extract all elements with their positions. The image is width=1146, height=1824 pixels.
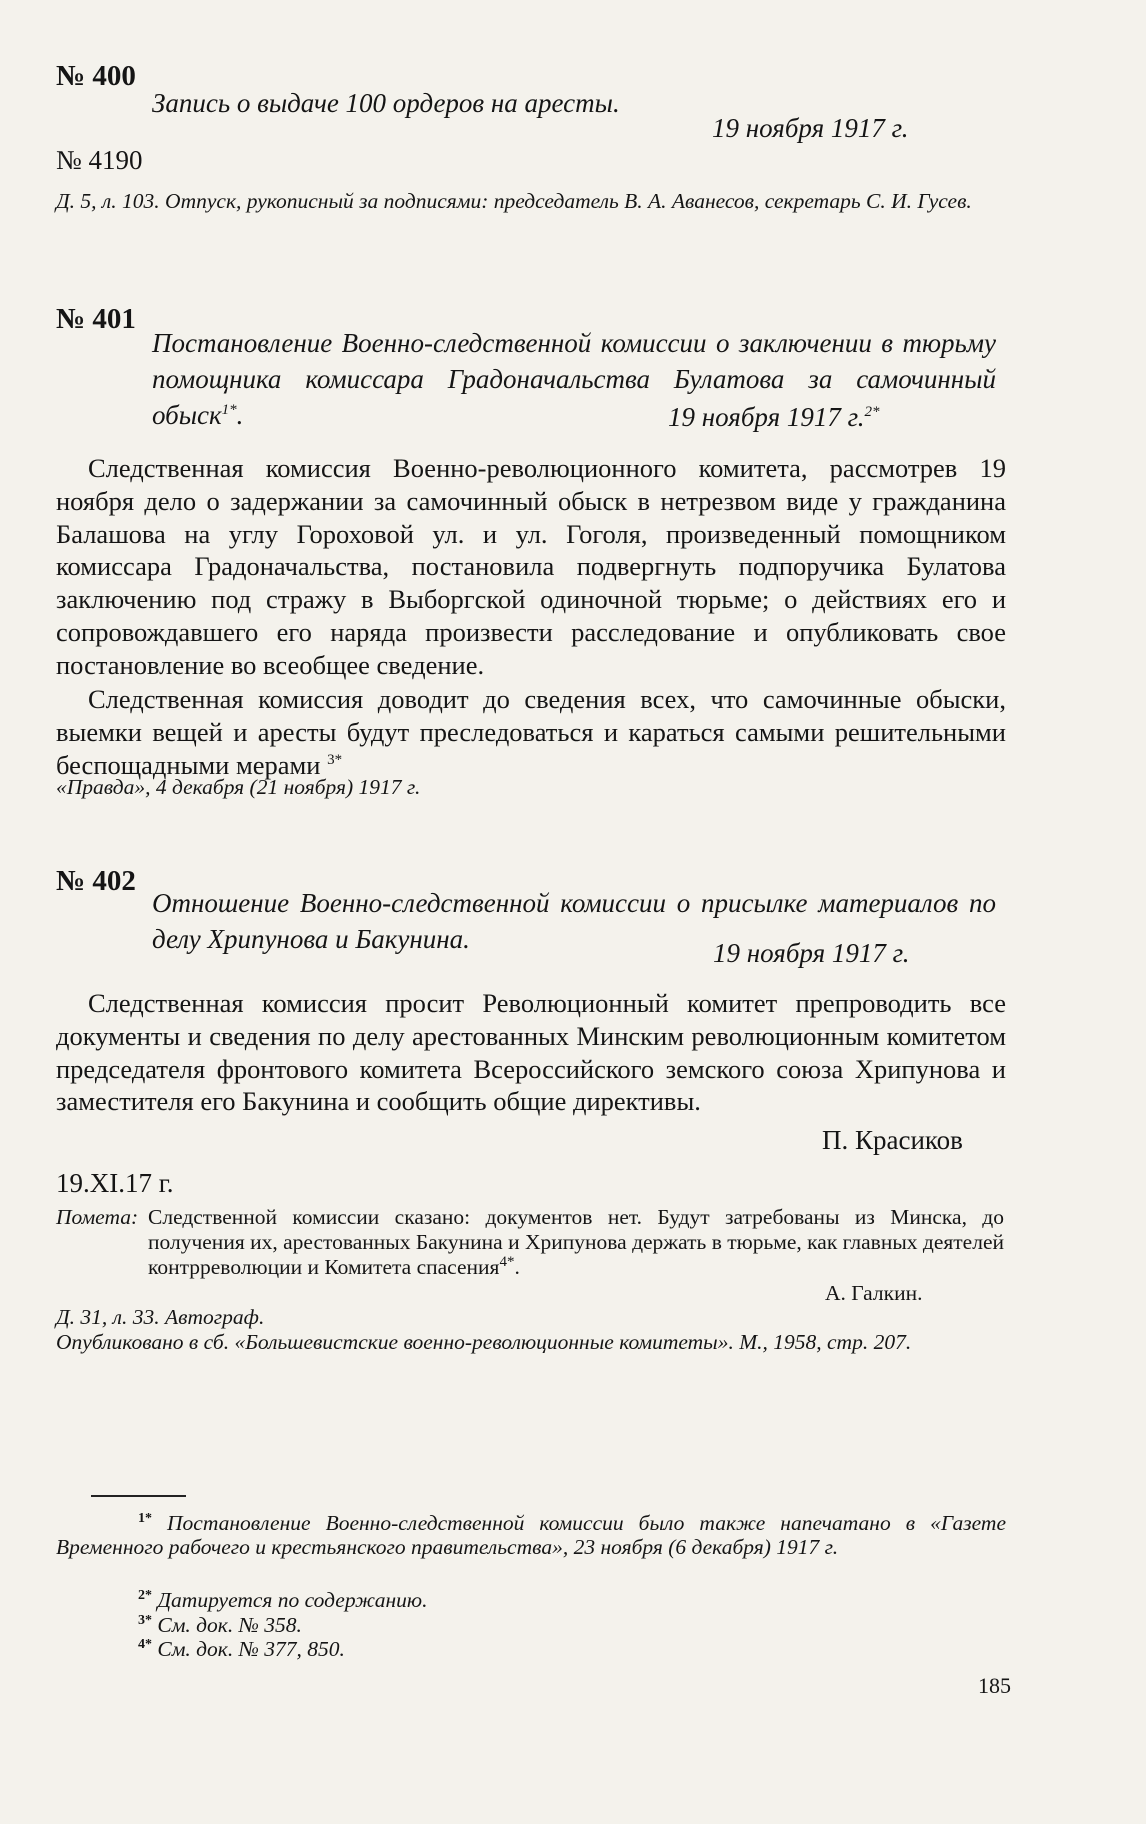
footnote-2: $^{2*}$ Датируется по содержанию.: [138, 1587, 428, 1612]
doc-title-402: Отношение Военно-следственной комиссии о присылке материалов по делу Хрипунова и Бакунина.: [152, 888, 996, 954]
footnote-mark: 1*: [138, 1510, 152, 1526]
doc-number-401: № 401: [56, 303, 136, 335]
doc-source-401: «Правда», 4 декабря (21 ноября) 1917 г.: [56, 775, 421, 799]
footnote-ref-4: 4*: [499, 1253, 515, 1270]
doc-signature-402: П. Красиков: [822, 1125, 963, 1155]
footnote-mark: 2*: [138, 1587, 152, 1603]
page-number: 185: [978, 1673, 1011, 1698]
doc-paragraph-401-1: Следственная комиссия Военно-революционного комитета, рассмотрев 19 ноября дело о задержании за самочинный обыск в нетрезвом виде у гражданина Балашова на углу Гороховой ул. и ул. Гоголя, произведенный помощником комиссара Градоначальства, постановила подвергнуть подпоручика Булатова заключению под стражу в Выборгской одиночной тюрьме; о действиях его и сопровождавшего его наряда произвести расследование и опубликовать свое постановление во всеобщее сведение.: [56, 453, 1006, 680]
doc-source-402-line1: Д. 31, л. 33. Автограф.: [56, 1305, 265, 1329]
doc-paragraph-402-1: Следственная комиссия просит Революционный комитет препроводить все документы и сведения по делу арестованных Минским революционным комитетом председателя фронтового комитета Всероссийского земского союза Хрипунова и заместителя его Бакунина и сообщить общие директивы.: [56, 988, 1006, 1117]
doc-number-400: № 400: [56, 60, 136, 92]
footnote-4: $^{4*}$ См. док. № 377, 850.: [138, 1636, 345, 1661]
doc-ref-number-400: № 4190: [56, 145, 143, 175]
doc-note-signature-402: А. Галкин.: [825, 1281, 923, 1305]
doc-paragraph-401-2: Следственная комиссия доводит до сведения всех, что самочинные обыски, выемки вещей и аресты будут преследоваться и караться самыми решительными беспощадными мерами $^{3*}$: [56, 684, 1006, 780]
footnote-mark: 4*: [138, 1636, 152, 1652]
doc-title-401: Постановление Военно-следственной комиссии о заключении в тюрьму помощника комиссара Градоначальства Булатова за самочинный обыск$^{1*}$.: [152, 328, 996, 430]
doc-date-402: 19 ноября 1917 г.: [713, 938, 910, 968]
doc-signed-date-402: 19.XI.17 г.: [56, 1168, 174, 1198]
doc-note-text-402: Следственной комиссии сказано: документов нет. Будут затребованы из Минска, до получения их, арестованных Бакунина и Хрипунова держать в тюрьме, как главных деятелей контрреволюции и Комитета спасения$^{4*}$.: [148, 1205, 1004, 1279]
footnote-ref-1: 1*: [221, 402, 237, 418]
footnote-3: $^{3*}$ См. док. № 358.: [138, 1612, 302, 1637]
doc-title-400: Запись о выдаче 100 ордеров на аресты.: [152, 88, 620, 118]
footnote-ref-2: 2*: [864, 404, 880, 420]
doc-source-402-line2: Опубликовано в сб. «Большевистские военно-революционные комитеты». М., 1958, стр. 207.: [56, 1330, 912, 1354]
doc-date-401: 19 ноября 1917 г.$^{2*}$: [668, 402, 880, 432]
footnote-ref-3: 3*: [327, 751, 343, 768]
doc-number-402: № 402: [56, 865, 136, 897]
doc-date-400: 19 ноября 1917 г.: [712, 113, 909, 143]
footnote-1: $^{1*}$ Постановление Военно-следственной комиссии было также напечатано в «Газете Временного рабочего и крестьянского правительства», 23 ноября (6 декабря) 1917 г.: [56, 1510, 1006, 1559]
doc-note-label-402: Помета:: [56, 1205, 139, 1229]
footnote-divider: [91, 1495, 186, 1497]
footnote-mark: 3*: [138, 1612, 152, 1628]
doc-source-400: Д. 5, л. 103. Отпуск, рукописный за подписями: председатель В. А. Аванесов, секретарь С. И. Гусев.: [56, 189, 972, 213]
